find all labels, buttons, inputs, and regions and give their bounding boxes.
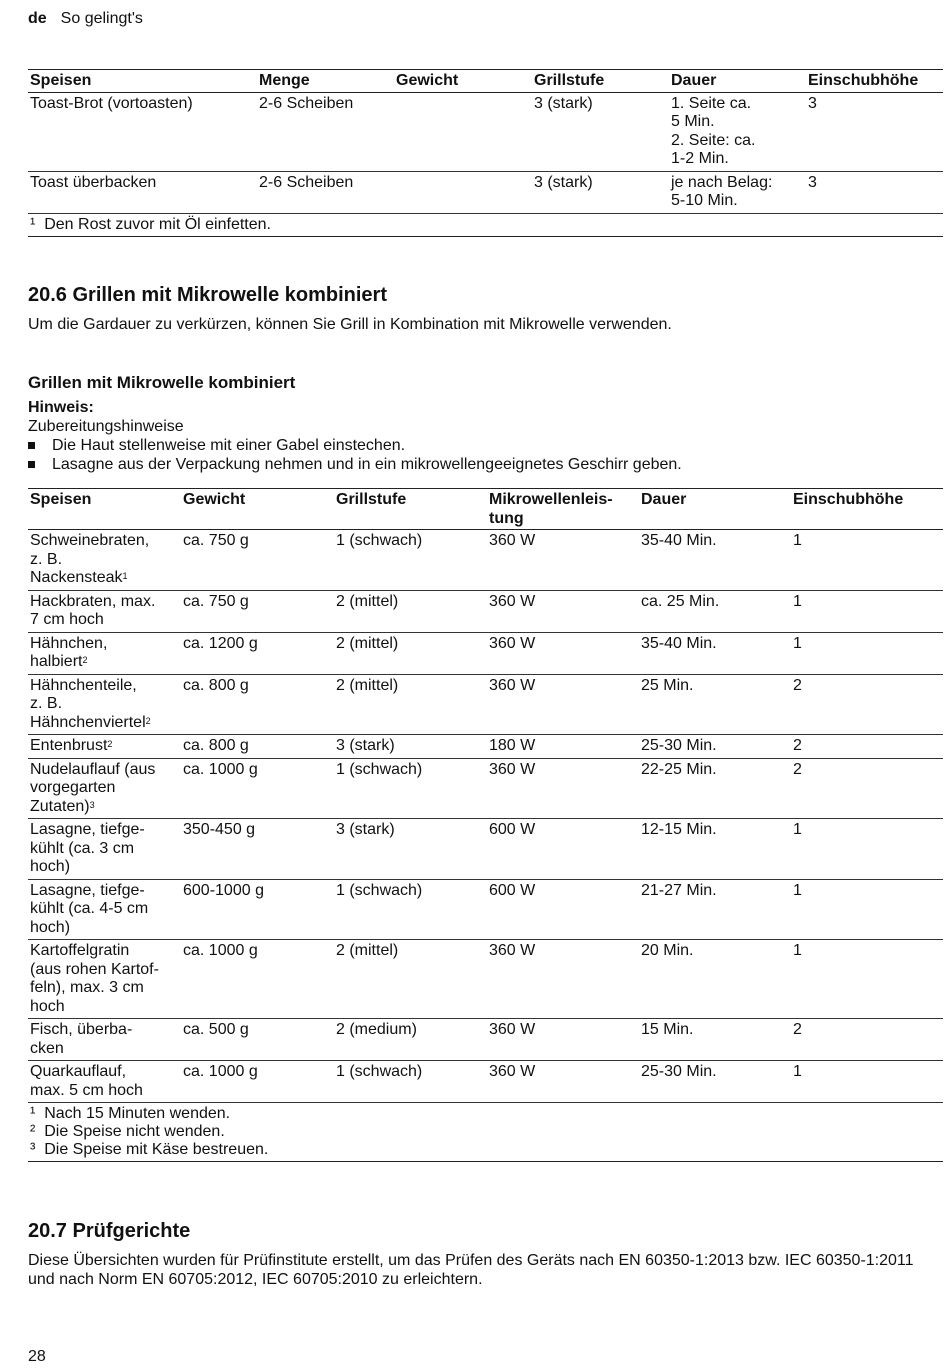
footnote-mark: ²	[30, 1123, 36, 1140]
grill-microwave-table	[28, 488, 943, 1162]
footnote	[30, 1141, 941, 1159]
cell-line: 2. Seite: ca.	[671, 131, 756, 149]
cell-text: max. 5 cm hoch	[30, 1081, 143, 1099]
section-name: So gelingt's	[60, 10, 143, 27]
cell-gewicht	[394, 171, 532, 213]
cell-grillstufe: 3 (stark)	[334, 819, 487, 880]
cell-grillstufe: 1 (schwach)	[334, 1061, 487, 1103]
cell-grillstufe: 2 (medium)	[334, 1019, 487, 1061]
footnote-ref: 3	[89, 799, 95, 810]
grill-table	[28, 69, 943, 237]
cell-speisen	[28, 530, 181, 591]
cell-mikrowellenleistung: 360 W	[487, 1061, 639, 1103]
cell-einschub: 3	[806, 171, 943, 213]
cell-speisen	[28, 758, 181, 819]
cell-einschub: 1	[791, 940, 943, 1019]
cell-dauer	[669, 171, 806, 213]
cell-grillstufe: 1 (schwach)	[334, 879, 487, 940]
cell-mikrowellenleistung: 360 W	[487, 940, 639, 1019]
column-header	[487, 489, 639, 530]
cell-text: z. B.	[30, 695, 63, 712]
cell-text: feln), max. 3 cm	[30, 979, 144, 996]
footnote-text: Die Speise nicht wenden.	[44, 1123, 225, 1140]
cell-line: 5-10 Min.	[671, 192, 738, 209]
table-row	[28, 674, 943, 735]
table-row	[28, 530, 943, 591]
cell-text: Nackensteak	[30, 569, 123, 586]
cell-dauer: 25 Min.	[639, 674, 791, 735]
cell-text: halbiert	[30, 653, 83, 670]
cell-dauer: 20 Min.	[639, 940, 791, 1019]
cell-line	[30, 714, 179, 733]
cell-line	[30, 942, 179, 961]
footnote-ref: 2	[82, 655, 88, 665]
footnote	[30, 1123, 941, 1141]
column-header: Grillstufe	[532, 70, 669, 93]
cell-line	[30, 1082, 179, 1101]
cell-line	[30, 532, 179, 551]
cell-line	[30, 900, 179, 919]
cell-grillstufe: 1 (schwach)	[334, 758, 487, 819]
table-header-row	[28, 489, 943, 530]
table-row	[28, 819, 943, 880]
cell-line	[30, 882, 179, 901]
cell-dauer: 21-27 Min.	[639, 879, 791, 940]
section-heading: 20.6 Grillen mit Mikrowelle kombiniert	[28, 284, 387, 306]
footnote	[30, 1105, 941, 1123]
cell-dauer: 35-40 Min.	[639, 530, 791, 591]
cell-grillstufe: 3 (stark)	[532, 171, 669, 213]
column-header: Speisen	[28, 489, 181, 530]
cell-text: 7 cm hoch	[30, 611, 104, 628]
subsection-heading: Grillen mit Mikrowelle kombiniert	[28, 373, 296, 392]
column-header: Menge	[257, 70, 394, 93]
cell-speisen: Toast überbacken	[28, 171, 257, 213]
cell-speisen: Toast-Brot (vortoasten)	[28, 92, 257, 171]
cell-einschub: 2	[791, 735, 943, 759]
cell-dauer	[669, 92, 806, 171]
cell-grillstufe: 3 (stark)	[334, 735, 487, 759]
cell-line	[30, 1021, 179, 1040]
cell-line	[30, 979, 179, 998]
cell-mikrowellenleistung: 180 W	[487, 735, 639, 759]
cell-speisen	[28, 1061, 181, 1103]
column-header: Einschubhöhe	[806, 70, 943, 93]
cell-text: Kartoffelgratin	[30, 942, 130, 959]
cell-gewicht: ca. 500 g	[181, 1019, 334, 1061]
cell-gewicht: ca. 1000 g	[181, 940, 334, 1019]
cell-text: cken	[30, 1039, 64, 1057]
cell-text: z. B.	[30, 550, 63, 568]
cell-text: Hähnchen,	[30, 634, 108, 652]
running-head	[28, 10, 143, 28]
cell-text: hoch	[30, 997, 65, 1015]
footnote-ref: 2	[145, 715, 151, 726]
cell-line	[30, 593, 179, 612]
table-row	[28, 879, 943, 940]
cell-line	[30, 1040, 179, 1059]
cell-gewicht: 350-450 g	[181, 819, 334, 880]
cell-einschub: 1	[791, 1061, 943, 1103]
table-row	[28, 632, 943, 674]
cell-gewicht: ca. 800 g	[181, 674, 334, 735]
column-header: Gewicht	[394, 70, 532, 93]
hint-block	[28, 398, 682, 474]
column-header: Dauer	[669, 70, 806, 93]
cell-dauer: 35-40 Min.	[639, 632, 791, 674]
cell-gewicht	[394, 92, 532, 171]
table-row	[28, 735, 943, 759]
page-number: 28	[28, 1348, 46, 1365]
cell-grillstufe: 1 (schwach)	[334, 530, 487, 591]
cell-text: Quarkauflauf,	[30, 1063, 127, 1080]
hint-list	[28, 436, 682, 474]
table-header-row	[28, 70, 943, 93]
cell-dauer: 25-30 Min.	[639, 1061, 791, 1103]
table-row	[28, 171, 943, 213]
footnote-text: Nach 15 Minuten wenden.	[44, 1105, 231, 1122]
cell-einschub: 2	[791, 1019, 943, 1061]
cell-grillstufe: 2 (mittel)	[334, 674, 487, 735]
language-code: de	[28, 10, 47, 27]
cell-text: hoch)	[30, 918, 71, 936]
cell-line	[30, 611, 179, 630]
column-header: Dauer	[639, 489, 791, 530]
cell-text: Nudelauflauf (aus	[30, 760, 156, 778]
cell-dauer: 25-30 Min.	[639, 735, 791, 759]
cell-mikrowellenleistung: 360 W	[487, 674, 639, 735]
cell-line: 1-2 Min.	[671, 150, 729, 167]
cell-speisen	[28, 819, 181, 880]
cell-gewicht: ca. 1000 g	[181, 1061, 334, 1103]
column-header: Einschubhöhe	[791, 489, 943, 530]
cell-line: je nach Belag:	[671, 173, 773, 191]
table-row	[28, 1019, 943, 1061]
cell-line	[30, 677, 179, 696]
cell-line	[30, 1063, 179, 1082]
footnote-mark: ¹	[30, 215, 36, 233]
cell-line	[30, 551, 179, 570]
cell-dauer: 15 Min.	[639, 1019, 791, 1061]
cell-line	[30, 569, 179, 588]
cell-line	[30, 821, 179, 840]
cell-text: Zutaten)	[30, 797, 90, 815]
section-intro: Um die Gardauer zu verkürzen, können Sie Grill in Kombination mit Mikrowelle verwenden.	[28, 316, 672, 333]
cell-gewicht: ca. 1200 g	[181, 632, 334, 674]
cell-mikrowellenleistung: 360 W	[487, 590, 639, 632]
cell-line: 5 Min.	[671, 113, 715, 130]
cell-line	[30, 737, 179, 756]
table-row	[28, 590, 943, 632]
table-footnotes	[28, 1103, 943, 1162]
cell-einschub: 2	[791, 674, 943, 735]
cell-text: (aus rohen Kartof-	[30, 960, 159, 978]
header-line: tung	[489, 509, 524, 527]
cell-einschub: 3	[806, 92, 943, 171]
cell-mikrowellenleistung: 600 W	[487, 819, 639, 880]
section-text: Diese Übersichten wurden für Prüfinstitute erstellt, um das Prüfen des Geräts nach EN 60350-1:2013 bzw. IEC 60350-1:2011 und nach Norm EN 60705:2012, IEC 60705:2010 zu erleichtern.	[28, 1252, 914, 1288]
cell-einschub: 1	[791, 632, 943, 674]
cell-line	[30, 761, 179, 780]
cell-menge: 2-6 Scheiben	[257, 92, 394, 171]
cell-line	[30, 998, 179, 1017]
footnote	[30, 216, 941, 234]
column-header: Grillstufe	[334, 489, 487, 530]
column-header: Speisen	[28, 70, 257, 93]
cell-speisen	[28, 735, 181, 759]
cell-mikrowellenleistung: 360 W	[487, 1019, 639, 1061]
cell-grillstufe: 3 (stark)	[532, 92, 669, 171]
cell-line	[30, 858, 179, 877]
cell-einschub: 1	[791, 530, 943, 591]
cell-mikrowellenleistung: 360 W	[487, 530, 639, 591]
cell-line	[30, 840, 179, 859]
table-row	[28, 758, 943, 819]
cell-text: kühlt (ca. 4-5 cm	[30, 900, 149, 917]
cell-speisen	[28, 879, 181, 940]
footnote-mark: ³	[30, 1141, 36, 1158]
footnote-row	[28, 213, 943, 236]
cell-text: hoch)	[30, 858, 71, 875]
cell-speisen	[28, 674, 181, 735]
cell-grillstufe: 2 (mittel)	[334, 632, 487, 674]
cell-mikrowellenleistung: 360 W	[487, 758, 639, 819]
cell-text: Hackbraten, max.	[30, 592, 156, 610]
table-row	[28, 1061, 943, 1103]
cell-dauer: 22-25 Min.	[639, 758, 791, 819]
cell-text: Fisch, überba-	[30, 1021, 133, 1038]
footnote-text: Den Rost zuvor mit Öl einfetten.	[44, 215, 271, 233]
cell-text: kühlt (ca. 3 cm	[30, 839, 135, 857]
cell-grillstufe: 2 (mittel)	[334, 590, 487, 632]
cell-einschub: 1	[791, 879, 943, 940]
table-row	[28, 940, 943, 1019]
cell-line	[30, 695, 179, 714]
cell-line	[30, 653, 179, 672]
cell-line	[30, 961, 179, 980]
table-row	[28, 92, 943, 171]
cell-grillstufe: 2 (mittel)	[334, 940, 487, 1019]
cell-text: Hähnchenteile,	[30, 676, 137, 694]
cell-gewicht: ca. 750 g	[181, 590, 334, 632]
footnote-row	[28, 1103, 943, 1162]
cell-text: Lasagne, tiefge-	[30, 881, 145, 899]
cell-speisen	[28, 590, 181, 632]
cell-einschub: 1	[791, 819, 943, 880]
cell-speisen	[28, 632, 181, 674]
cell-line: 1. Seite ca.	[671, 94, 752, 112]
cell-menge: 2-6 Scheiben	[257, 171, 394, 213]
cell-line	[30, 798, 179, 817]
cell-gewicht: 600-1000 g	[181, 879, 334, 940]
cell-line	[30, 779, 179, 798]
cell-text: vorgegarten	[30, 779, 116, 796]
list-item: Die Haut stellenweise mit einer Gabel einstechen.	[28, 436, 682, 455]
cell-gewicht: ca. 750 g	[181, 530, 334, 591]
header-line: Mikrowellenleis-	[489, 491, 613, 508]
cell-einschub: 2	[791, 758, 943, 819]
cell-gewicht: ca. 800 g	[181, 735, 334, 759]
footnote-ref: 2	[107, 739, 113, 749]
footnote-mark: ¹	[30, 1105, 36, 1122]
cell-text: Entenbrust	[30, 737, 108, 754]
hint-label: Hinweis:	[28, 399, 94, 416]
hint-text: Zubereitungshinweise	[28, 418, 184, 435]
table-body	[28, 530, 943, 1103]
cell-dauer: 12-15 Min.	[639, 819, 791, 880]
cell-gewicht: ca. 1000 g	[181, 758, 334, 819]
table-footnotes	[28, 213, 943, 236]
cell-text: Hähnchenviertel	[30, 713, 146, 731]
footnote-ref: 1	[122, 571, 128, 581]
column-header: Gewicht	[181, 489, 334, 530]
cell-line	[30, 635, 179, 654]
cell-einschub: 1	[791, 590, 943, 632]
list-item: Lasagne aus der Verpackung nehmen und in ein mikrowellengeeignetes Geschirr geben.	[28, 455, 682, 474]
cell-speisen	[28, 1019, 181, 1061]
cell-dauer: ca. 25 Min.	[639, 590, 791, 632]
footnote-text: Die Speise mit Käse bestreuen.	[44, 1141, 269, 1158]
cell-text: Lasagne, tiefge-	[30, 821, 145, 838]
cell-line	[30, 919, 179, 938]
cell-text: Schweinebraten,	[30, 532, 150, 549]
cell-mikrowellenleistung: 600 W	[487, 879, 639, 940]
cell-mikrowellenleistung: 360 W	[487, 632, 639, 674]
cell-speisen	[28, 940, 181, 1019]
section-heading: 20.7 Prüfgerichte	[28, 1220, 191, 1242]
